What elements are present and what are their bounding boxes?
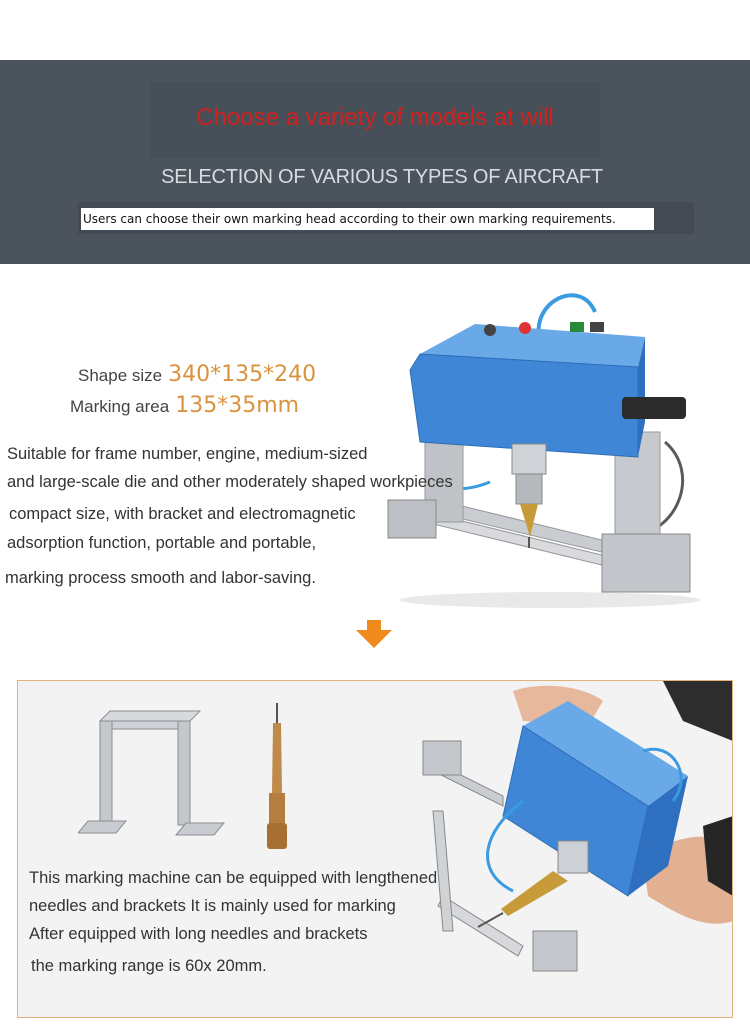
spec-label: Shape size: [78, 366, 163, 385]
spec-value: 340*135*240: [168, 362, 317, 387]
header-banner: [0, 60, 750, 264]
banner-subtitle: SELECTION OF VARIOUS TYPES OF AIRCRAFT: [161, 166, 603, 188]
spec-shape-size: [78, 362, 316, 387]
accessory-line: This marking machine can be equipped with lengthened: [29, 869, 438, 887]
banner-title: Choose a variety of models at will: [196, 104, 554, 131]
spec-marking-area: [70, 393, 299, 418]
feature-line: compact size, with bracket and electromagnetic: [9, 505, 356, 523]
marking-machine-image: [380, 282, 710, 612]
bracket-image: [78, 703, 238, 843]
handheld-machine-image: [403, 681, 733, 1017]
feature-line: and large-scale die and other moderately shaped workpieces: [7, 473, 453, 491]
spec-label: Marking area: [70, 397, 170, 416]
accessory-line: needles and brackets It is mainly used for marking: [29, 897, 396, 915]
feature-line: adsorption function, portable and portable,: [7, 534, 317, 552]
accessories-panel: [17, 680, 733, 1018]
down-arrow-icon: [354, 618, 394, 650]
feature-line: marking process smooth and labor-saving.: [5, 569, 316, 587]
banner-description: Users can choose their own marking head according to their own marking requirements.: [81, 208, 654, 230]
long-needle-image: [262, 703, 292, 853]
accessory-line: the marking range is 60x 20mm.: [31, 957, 267, 975]
accessory-line: After equipped with long needles and brackets: [29, 925, 368, 943]
spec-value: 135*35mm: [175, 393, 300, 418]
feature-line: Suitable for frame number, engine, medium-sized: [7, 445, 368, 463]
